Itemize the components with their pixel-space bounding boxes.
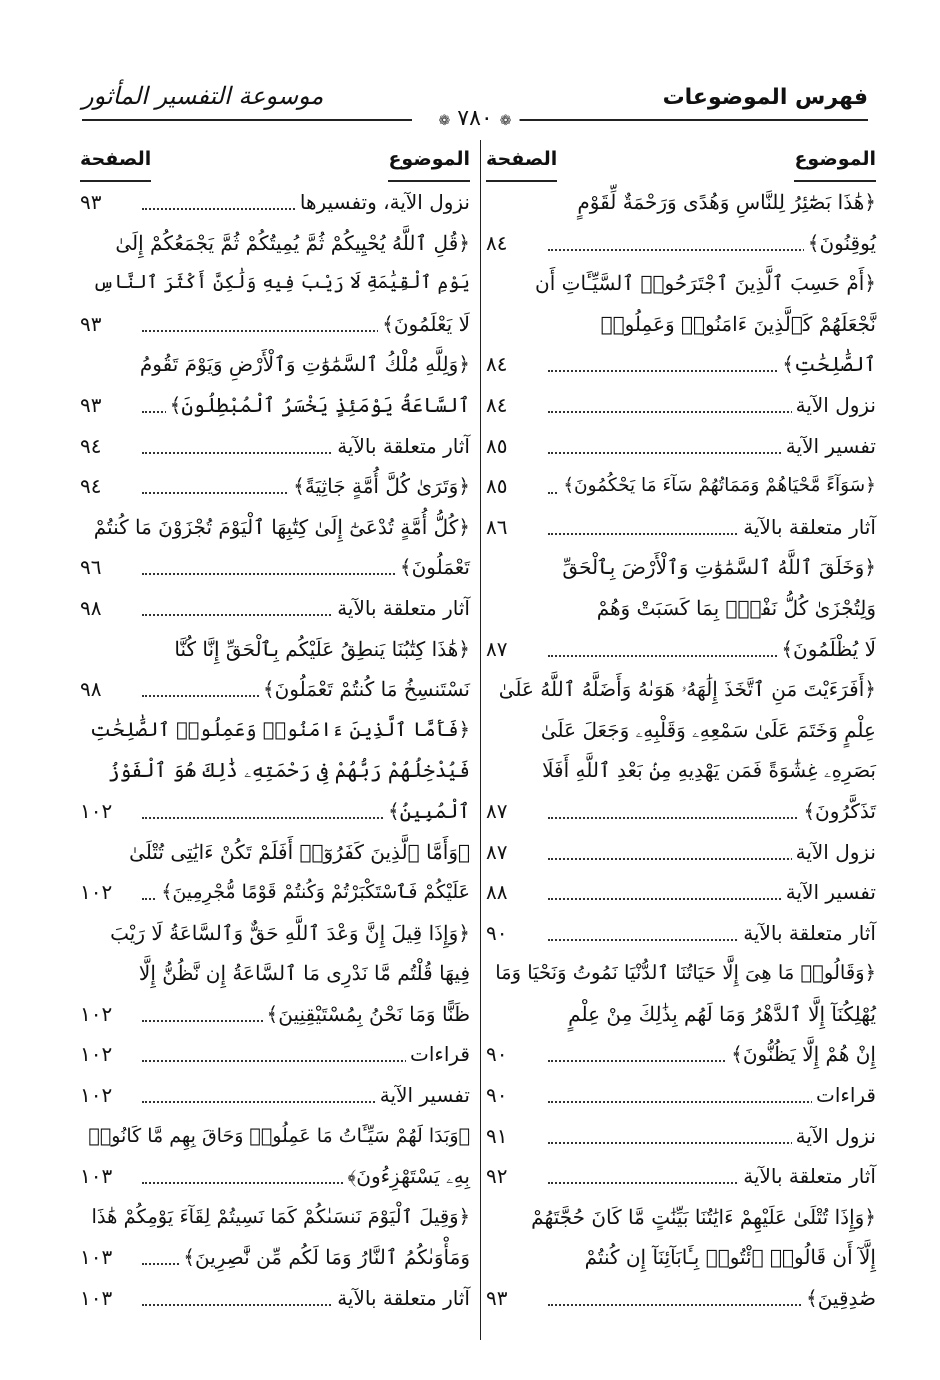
topic-heading: الموضوع xyxy=(388,148,470,182)
index-entry xyxy=(80,507,470,548)
entry-topic-text: آثار متعلقة بالآية xyxy=(739,1156,876,1197)
entry-topic-text: نزول الآية xyxy=(792,1116,876,1157)
entry-page-number: ٩١ xyxy=(486,1123,508,1148)
column-divider xyxy=(480,140,481,1340)
entry-verse-text: ﴿سَوَآءً مَّحْيَاهُمْ وَمَمَاتُهُمْ سَآءَ مَا يَحْكُمُونَ﴾ xyxy=(559,466,876,507)
index-entry xyxy=(486,547,876,588)
entry-page-number: ٩٦ xyxy=(80,555,102,580)
index-entry xyxy=(486,1156,876,1197)
entry-verse-text: وَلِتُجْزَىٰ كُلُّ نَفْسٍۭ بِمَا كَسَبَتْ وَهُمْ xyxy=(593,588,876,629)
index-entry xyxy=(80,182,470,223)
index-entry xyxy=(80,1237,470,1278)
entry-verse-text: إِنْ هُمْ إِلَّا يَظُنُّونَ﴾ xyxy=(727,1034,876,1075)
entry-topic-text: آثار متعلقة بالآية xyxy=(333,426,470,467)
index-entry xyxy=(486,1197,876,1238)
entry-verse-text: يَوْمِ ٱلْقِيَٰمَةِ لَا رَيْبَ فِيهِ وَلَٰكِنَّ أَكْثَرَ ٱلنَّاسِ xyxy=(89,263,470,304)
right-entries xyxy=(486,182,876,1319)
entry-page-number: ١٠٢ xyxy=(80,1001,113,1026)
entry-page-number: ١٠٣ xyxy=(80,1286,113,1311)
entry-verse-text: ٱلسَّاعَةُ يَوْمَئِذٍ يَخْسَرُ ٱلْمُبْطِلُونَ﴾ xyxy=(166,385,470,426)
index-entry xyxy=(486,466,876,507)
index-entry xyxy=(486,304,876,345)
index-entry xyxy=(486,750,876,791)
ornament-icon: ❁ xyxy=(438,113,451,129)
entry-verse-text: ﴿وَبَدَا لَهُمْ سَيِّـَٔاتُ مَا عَمِلُوا۟ وَحَاقَ بِهِم مَّا كَانُوا۟ xyxy=(84,1116,470,1157)
index-entry xyxy=(80,913,470,954)
entry-verse-text: ﴿وَتَرَىٰ كُلَّ أُمَّةٍ جَاثِيَةً﴾ xyxy=(289,466,470,507)
entry-page-number: ٩٨ xyxy=(80,595,102,620)
entry-page-number: ١٠٢ xyxy=(80,1083,113,1108)
index-entry xyxy=(80,547,470,588)
entry-topic-text: آثار متعلقة بالآية xyxy=(333,588,470,629)
page-heading: الصفحة xyxy=(80,148,151,182)
entry-verse-text: ظَنًّا وَمَا نَحْنُ بِمُسْتَيْقِنِينَ﴾ xyxy=(263,994,470,1035)
entry-verse-text: يُوقِنُونَ﴾ xyxy=(804,223,876,264)
index-entry xyxy=(80,263,470,304)
index-entry xyxy=(80,1034,470,1075)
entry-topic-text: آثار متعلقة بالآية xyxy=(333,1278,470,1319)
index-entry xyxy=(80,994,470,1035)
entry-page-number: ٩٢ xyxy=(486,1164,508,1189)
index-entry xyxy=(80,1278,470,1319)
index-entry xyxy=(80,1116,470,1157)
entry-topic-text: تفسير الآية xyxy=(376,1075,470,1116)
index-entry xyxy=(486,263,876,304)
index-entry xyxy=(486,791,876,832)
entry-page-number: ٨٥ xyxy=(486,433,508,458)
index-entry xyxy=(80,223,470,264)
index-entry xyxy=(486,182,876,223)
entry-page-number: ١٠٢ xyxy=(80,798,113,823)
header-rule-left xyxy=(82,119,412,121)
entry-verse-text: نَّجْعَلَهُمْ كَٱلَّذِينَ ءَامَنُوا۟ وَعَمِلُوا۟ xyxy=(597,304,876,345)
index-entry xyxy=(80,710,470,751)
index-entry xyxy=(80,344,470,385)
right-column xyxy=(486,148,876,1319)
entry-verse-text: ﴿فَأَمَّا ٱلَّذِينَ ءَامَنُوا۟ وَعَمِلُوا۟ ٱلصَّٰلِحَٰتِ xyxy=(86,710,470,751)
index-entry xyxy=(80,588,470,629)
entry-verse-text: ﴿وَقِيلَ ٱلْيَوْمَ نَنسَىٰكُمْ كَمَا نَسِيتُمْ لِقَآءَ يَوْمِكُمْ هَٰذَا xyxy=(87,1197,470,1238)
page-heading: الصفحة xyxy=(486,148,557,182)
index-entry xyxy=(80,1075,470,1116)
entry-verse-text: عَلَيْكُمْ فَٱسْتَكْبَرْتُمْ وَكُنتُمْ قَوْمًا مُّجْرِمِينَ﴾ xyxy=(157,872,470,913)
entry-verse-text: ﴿قُلِ ٱللَّهُ يُحْيِيكُمْ ثُمَّ يُمِيتُكُمْ ثُمَّ يَجْمَعُكُمْ إِلَىٰ xyxy=(111,223,470,264)
entry-page-number: ٨٤ xyxy=(486,230,508,255)
index-entry xyxy=(80,426,470,467)
index-entry xyxy=(486,669,876,710)
section-title: فهرس الموضوعات xyxy=(662,85,868,110)
entry-page-number: ٩٠ xyxy=(486,1083,508,1108)
entry-page-number: ٩٣ xyxy=(486,1286,508,1311)
entry-verse-text: ﴿أَمْ حَسِبَ ٱلَّذِينَ ٱجْتَرَحُوا۟ ٱلسَّيِّـَٔاتِ أَن xyxy=(531,263,876,304)
column-header xyxy=(80,148,470,182)
column-header xyxy=(486,148,876,182)
header-rule-right xyxy=(488,119,868,121)
entry-verse-text: ﴿أَفَرَءَيْتَ مَنِ ٱتَّخَذَ إِلَٰهَهُۥ هَوَىٰهُ وَأَضَلَّهُ ٱللَّهُ عَلَىٰ xyxy=(495,669,876,710)
entry-verse-text: نَسْتَنسِخُ مَا كُنتُمْ تَعْمَلُونَ﴾ xyxy=(259,669,470,710)
index-entry xyxy=(486,1278,876,1319)
index-entry xyxy=(80,791,470,832)
index-entry xyxy=(80,669,470,710)
entry-verse-text: إِلَّآ أَن قَالُوا۟ ٱئْتُوا۟ بِـَٔابَآئِنَآ إِن كُنتُمْ xyxy=(581,1237,876,1278)
entry-verse-text: لَا يَعْلَمُونَ﴾ xyxy=(378,304,470,345)
index-entry xyxy=(486,223,876,264)
entry-page-number: ٨٧ xyxy=(486,636,508,661)
entry-verse-text: ﴿وَخَلَقَ ٱللَّهُ ٱلسَّمَٰوَٰتِ وَٱلْأَرْضَ بِٱلْحَقِّ xyxy=(558,547,876,588)
entry-verse-text: فَيُدْخِلُهُمْ رَبُّهُمْ فِى رَحْمَتِهِۦ ذَٰلِكَ هُوَ ٱلْفَوْزُ xyxy=(104,750,470,791)
index-entry xyxy=(486,710,876,751)
entry-verse-text: فِيهَا قُلْتُم مَّا نَدْرِى مَا ٱلسَّاعَةُ إِن نَّظُنُّ إِلَّا xyxy=(135,953,470,994)
index-entry xyxy=(80,872,470,913)
entry-page-number: ٩٨ xyxy=(80,677,102,702)
index-entry xyxy=(486,1237,876,1278)
index-entry xyxy=(486,629,876,670)
entry-page-number: ٩٠ xyxy=(486,920,508,945)
index-entry xyxy=(486,426,876,467)
entry-page-number: ٩٣ xyxy=(80,190,102,214)
entry-verse-text: ﴿وَقَالُوا۟ مَا هِىَ إِلَّا حَيَاتُنَا ٱلدُّنْيَا نَمُوتُ وَنَحْيَا وَمَا xyxy=(491,953,876,994)
entry-page-number: ١٠٣ xyxy=(80,1164,113,1189)
entry-verse-text: ﴿هَٰذَا كِتَٰبُنَا يَنطِقُ عَلَيْكُم بِٱلْحَقِّ إِنَّا كُنَّا xyxy=(170,629,470,670)
entry-verse-text: تَعْمَلُونَ﴾ xyxy=(396,547,470,588)
index-entry xyxy=(486,507,876,548)
index-entry xyxy=(80,466,470,507)
entry-page-number: ١٠٢ xyxy=(80,880,113,905)
page-header xyxy=(82,70,868,110)
ornament-icon: ❁ xyxy=(499,113,512,129)
index-entry xyxy=(486,1116,876,1157)
index-entry xyxy=(486,913,876,954)
book-title-logo: موسوعة التفسير المأثور xyxy=(82,82,324,110)
index-entry xyxy=(80,385,470,426)
index-entry xyxy=(486,344,876,385)
entry-verse-text: ٱلْمُبِينُ﴾ xyxy=(384,791,470,832)
index-entry xyxy=(486,385,876,426)
entry-page-number: ١٠٢ xyxy=(80,1042,113,1067)
entry-topic-text: نزول الآية، وتفسيرها xyxy=(296,182,470,223)
entry-page-number: ٨٧ xyxy=(486,839,508,864)
entry-verse-text: يُهْلِكُنَآ إِلَّا ٱلدَّهْرُ وَمَا لَهُم بِذَٰلِكَ مِنْ عِلْمٍ xyxy=(564,994,876,1035)
index-entry xyxy=(80,750,470,791)
entry-topic-text: قراءات xyxy=(406,1034,470,1075)
entry-topic-text: قراءات xyxy=(812,1075,876,1116)
page-number-block xyxy=(431,106,520,131)
index-entry xyxy=(486,872,876,913)
entry-verse-text: ﴿وَأَمَّا ٱلَّذِينَ كَفَرُوٓا۟ أَفَلَمْ تَكُنْ ءَايَٰتِى تُتْلَىٰ xyxy=(125,832,470,873)
entry-page-number: ٨٥ xyxy=(486,474,508,499)
index-entry xyxy=(486,994,876,1035)
entry-page-number: ١٠٣ xyxy=(80,1245,113,1270)
index-entry xyxy=(486,832,876,873)
entry-verse-text: لَا يُظْلَمُونَ﴾ xyxy=(777,629,876,670)
entry-verse-text: عِلْمٍ وَخَتَمَ عَلَىٰ سَمْعِهِۦ وَقَلْبِهِۦ وَجَعَلَ عَلَىٰ xyxy=(537,710,876,751)
entry-verse-text: ﴿هَٰذَا بَصَٰٓئِرُ لِلنَّاسِ وَهُدًى وَرَحْمَةٌ لِّقَوْمٍ xyxy=(573,182,876,223)
index-entry xyxy=(486,953,876,994)
left-entries xyxy=(80,182,470,1319)
entry-verse-text: وَمَأْوَىٰكُمُ ٱلنَّارُ وَمَا لَكُم مِّن نَّٰصِرِينَ﴾ xyxy=(179,1237,470,1278)
index-entry xyxy=(80,832,470,873)
page-number: ٧٨٠ xyxy=(457,106,493,131)
left-column xyxy=(80,148,470,1319)
entry-topic-text: آثار متعلقة بالآية xyxy=(739,913,876,954)
index-entry xyxy=(486,1075,876,1116)
entry-topic-text: نزول الآية xyxy=(792,832,876,873)
entry-page-number: ٩٣ xyxy=(80,311,102,336)
topic-heading: الموضوع xyxy=(794,148,876,182)
entry-verse-text: بِهِۦ يَسْتَهْزِءُونَ﴾ xyxy=(343,1156,470,1197)
entry-page-number: ٩٠ xyxy=(486,1042,508,1067)
entry-verse-text: ﴿وَلِلَّهِ مُلْكُ ٱلسَّمَٰوَٰتِ وَٱلْأَرْضِ وَيَوْمَ تَقُومُ xyxy=(136,344,470,385)
index-entry xyxy=(486,588,876,629)
entry-verse-text: ﴿وَإِذَا تُتْلَىٰ عَلَيْهِمْ ءَايَٰتُنَا بَيِّنَٰتٍ مَّا كَانَ حُجَّتَهُمْ xyxy=(527,1197,876,1238)
entry-topic-text: تفسير الآية xyxy=(782,872,876,913)
entry-verse-text: ﴿وَإِذَا قِيلَ إِنَّ وَعْدَ ٱللَّهِ حَقٌّ وَٱلسَّاعَةُ لَا رَيْبَ xyxy=(106,913,470,954)
index-entry xyxy=(486,1034,876,1075)
entry-verse-text: صَٰدِقِينَ﴾ xyxy=(802,1278,876,1319)
entry-page-number: ٨٧ xyxy=(486,798,508,823)
entry-verse-text: ٱلصَّٰلِحَٰتِ﴾ xyxy=(778,344,876,385)
entry-page-number: ٨٨ xyxy=(486,880,508,905)
entry-topic-text: آثار متعلقة بالآية xyxy=(739,507,876,548)
index-entry xyxy=(80,1156,470,1197)
entry-topic-text: نزول الآية xyxy=(792,385,876,426)
entry-verse-text: بَصَرِهِۦ غِشَٰوَةً فَمَن يَهْدِيهِ مِنۢ بَعْدِ ٱللَّهِ أَفَلَا xyxy=(538,750,876,791)
entry-page-number: ٩٤ xyxy=(80,474,102,499)
entry-page-number: ٨٤ xyxy=(486,352,508,377)
entry-topic-text: تفسير الآية xyxy=(782,426,876,467)
entry-page-number: ٩٣ xyxy=(80,392,102,417)
entry-verse-text: تَذَكَّرُونَ﴾ xyxy=(799,791,876,832)
entry-page-number: ٨٦ xyxy=(486,514,508,539)
entry-page-number: ٨٤ xyxy=(486,392,508,417)
entry-verse-text: ﴿كُلُّ أُمَّةٍ تُدْعَىٰٓ إِلَىٰ كِتَٰبِهَا ٱلْيَوْمَ تُجْزَوْنَ مَا كُنتُمْ xyxy=(90,507,470,548)
index-entry xyxy=(80,629,470,670)
header-rule xyxy=(82,106,868,131)
entry-page-number: ٩٤ xyxy=(80,433,102,458)
index-entry xyxy=(80,1197,470,1238)
index-entry xyxy=(80,304,470,345)
index-entry xyxy=(80,953,470,994)
